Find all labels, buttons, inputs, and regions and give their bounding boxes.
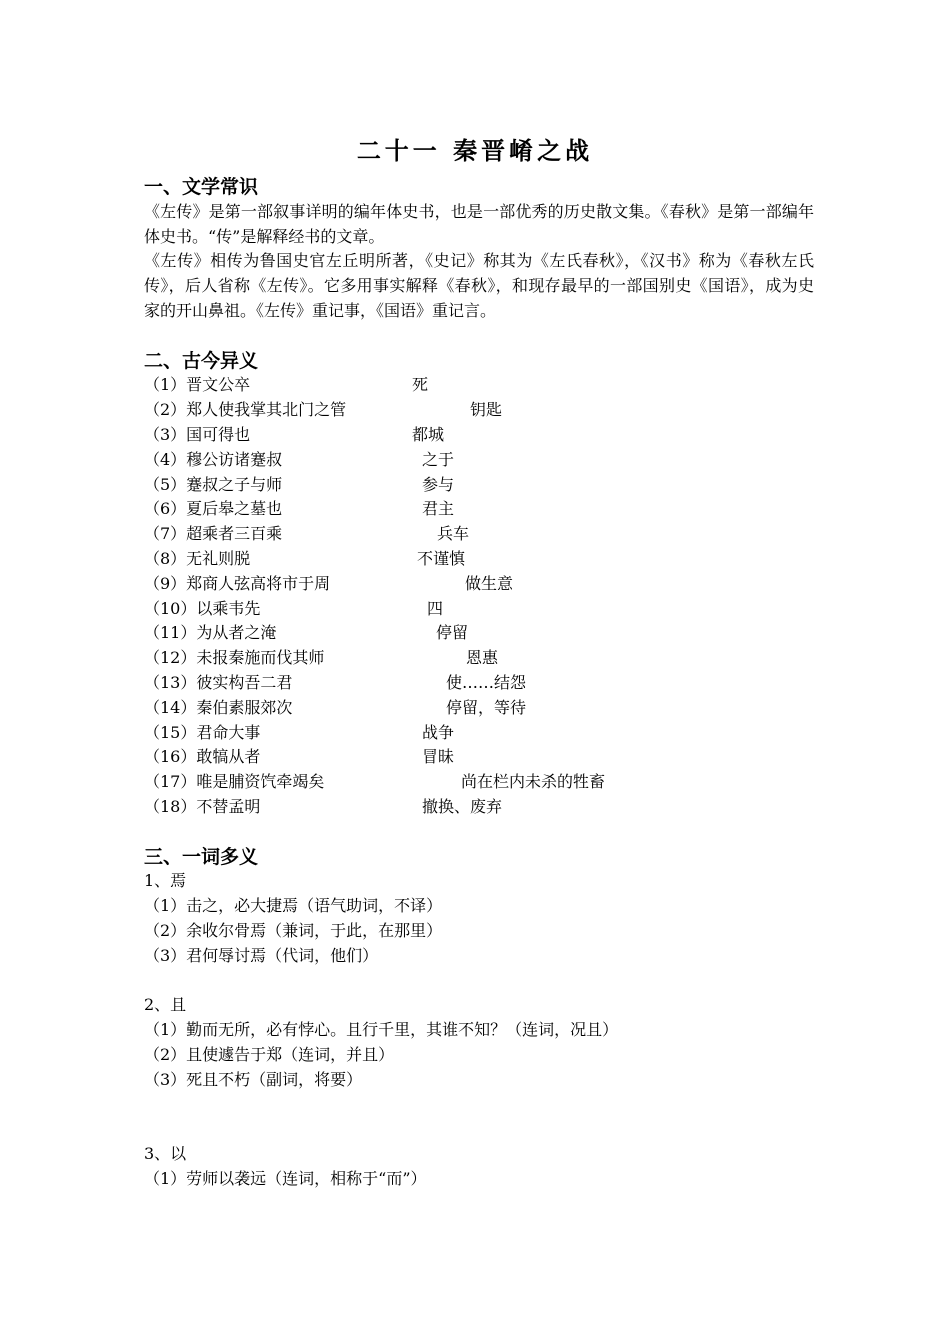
meaning: 使……结怨 (446, 672, 527, 692)
sentence: （11）为从者之淹 (144, 623, 277, 643)
meaning: 做生意 (465, 573, 514, 593)
meaning: 兵车 (437, 524, 470, 544)
meaning: 恩惠 (466, 648, 499, 668)
meaning: 冒昧 (422, 747, 455, 767)
sentence: （5）蹇叔之子与师 (144, 474, 283, 494)
usage-line: （1）勤而无所，必有悖心。且行千里，其谁不知？（连词，况且） (144, 1020, 619, 1040)
sentence: （17）唯是脯资饩牵竭矣 (144, 772, 325, 792)
list-item (144, 423, 814, 448)
meaning: 都城 (412, 424, 445, 444)
list-item (144, 671, 814, 696)
list-item (144, 795, 814, 820)
list-item (144, 398, 814, 423)
sentence: （15）君命大事 (144, 722, 261, 742)
sentence: （4）穆公访诸蹇叔 (144, 449, 283, 469)
usage-line: （2）且使遽告于郑（连词，并且） (144, 1044, 395, 1064)
word-label: 2、且 (144, 995, 187, 1015)
sentence: （8）无礼则脱 (144, 548, 251, 568)
usage-line: （2）余收尔骨焉（兼词，于此，在那里） (144, 920, 443, 940)
document-body (144, 175, 814, 1192)
meaning: 钥匙 (470, 400, 503, 420)
list-item (144, 473, 814, 498)
list-item (144, 770, 814, 795)
meaning: 参与 (422, 474, 455, 494)
paragraph: 《左传》相传为鲁国史官左丘明所著，《史记》称其为《左氏春秋》，《汉书》称为《春秋左氏传》，后人省称《左传》。它多用事实解释《春秋》，和现存最早的一部国别史《国语》，成为史家的开山鼻祖。《左传》重记事，《国语》重记言。 (144, 251, 814, 320)
sentence: （12）未报秦施而伐其师 (144, 648, 325, 668)
sentence: （9）郑商人弦高将市于周 (144, 573, 331, 593)
meaning: 四 (427, 598, 444, 618)
list-item (144, 373, 814, 398)
list-item (144, 547, 814, 572)
sentence: （7）超乘者三百乘 (144, 524, 283, 544)
sentence: （2）郑人使我掌其北门之管 (144, 400, 347, 420)
word-meaning-list (144, 373, 814, 819)
section-heading-ancient-modern: 二、古今异义 (144, 349, 259, 372)
sentence: （13）彼实构吾二君 (144, 672, 293, 692)
list-item (144, 448, 814, 473)
meaning: 君主 (422, 499, 455, 519)
page-title: 二十一 秦晋崤之战 (356, 137, 594, 165)
sentence: （14）秦伯素服郊次 (144, 697, 293, 717)
meaning: 死 (412, 375, 429, 395)
usage-line: （3）君何辱讨焉（代词，他们） (144, 945, 379, 965)
word-label: 3、以 (144, 1144, 187, 1164)
list-item (144, 522, 814, 547)
meaning: 停留 (436, 623, 469, 643)
meaning: 尚在栏内未杀的牲畜 (461, 772, 606, 792)
meaning: 停留，等待 (446, 697, 527, 717)
sentence: （1）晋文公卒 (144, 375, 251, 395)
usage-line: （3）死且不朽（副词，将要） (144, 1069, 363, 1089)
list-item (144, 696, 814, 721)
meaning: 撤换、废弃 (422, 796, 503, 816)
sentence: （3）国可得也 (144, 424, 251, 444)
meaning: 不谨慎 (417, 548, 466, 568)
list-item (144, 621, 814, 646)
usage-line: （1）击之，必大捷焉（语气助词，不译） (144, 896, 443, 916)
meaning: 战争 (422, 722, 455, 742)
paragraph: 《左传》是第一部叙事详明的编年体史书，也是一部优秀的历史散文集。《春秋》是第一部编年体史书。“传”是解释经书的文章。 (144, 201, 814, 246)
sentence: （6）夏后皋之墓也 (144, 499, 283, 519)
sentence: （16）敢犒从者 (144, 747, 261, 767)
usage-line: （1）劳师以袭远（连词，相称于“而”） (144, 1168, 427, 1188)
sentence: （18）不替孟明 (144, 796, 261, 816)
section-heading-polysemy: 三、一词多义 (144, 845, 259, 868)
list-item (144, 646, 814, 671)
meaning: 之于 (422, 449, 455, 469)
section-heading-literature: 一、文学常识 (144, 176, 259, 198)
list-item (144, 597, 814, 622)
sentence: （10）以乘韦先 (144, 598, 261, 618)
list-item (144, 745, 814, 770)
list-item (144, 721, 814, 746)
list-item (144, 572, 814, 597)
list-item (144, 497, 814, 522)
word-label: 1、焉 (144, 871, 187, 891)
